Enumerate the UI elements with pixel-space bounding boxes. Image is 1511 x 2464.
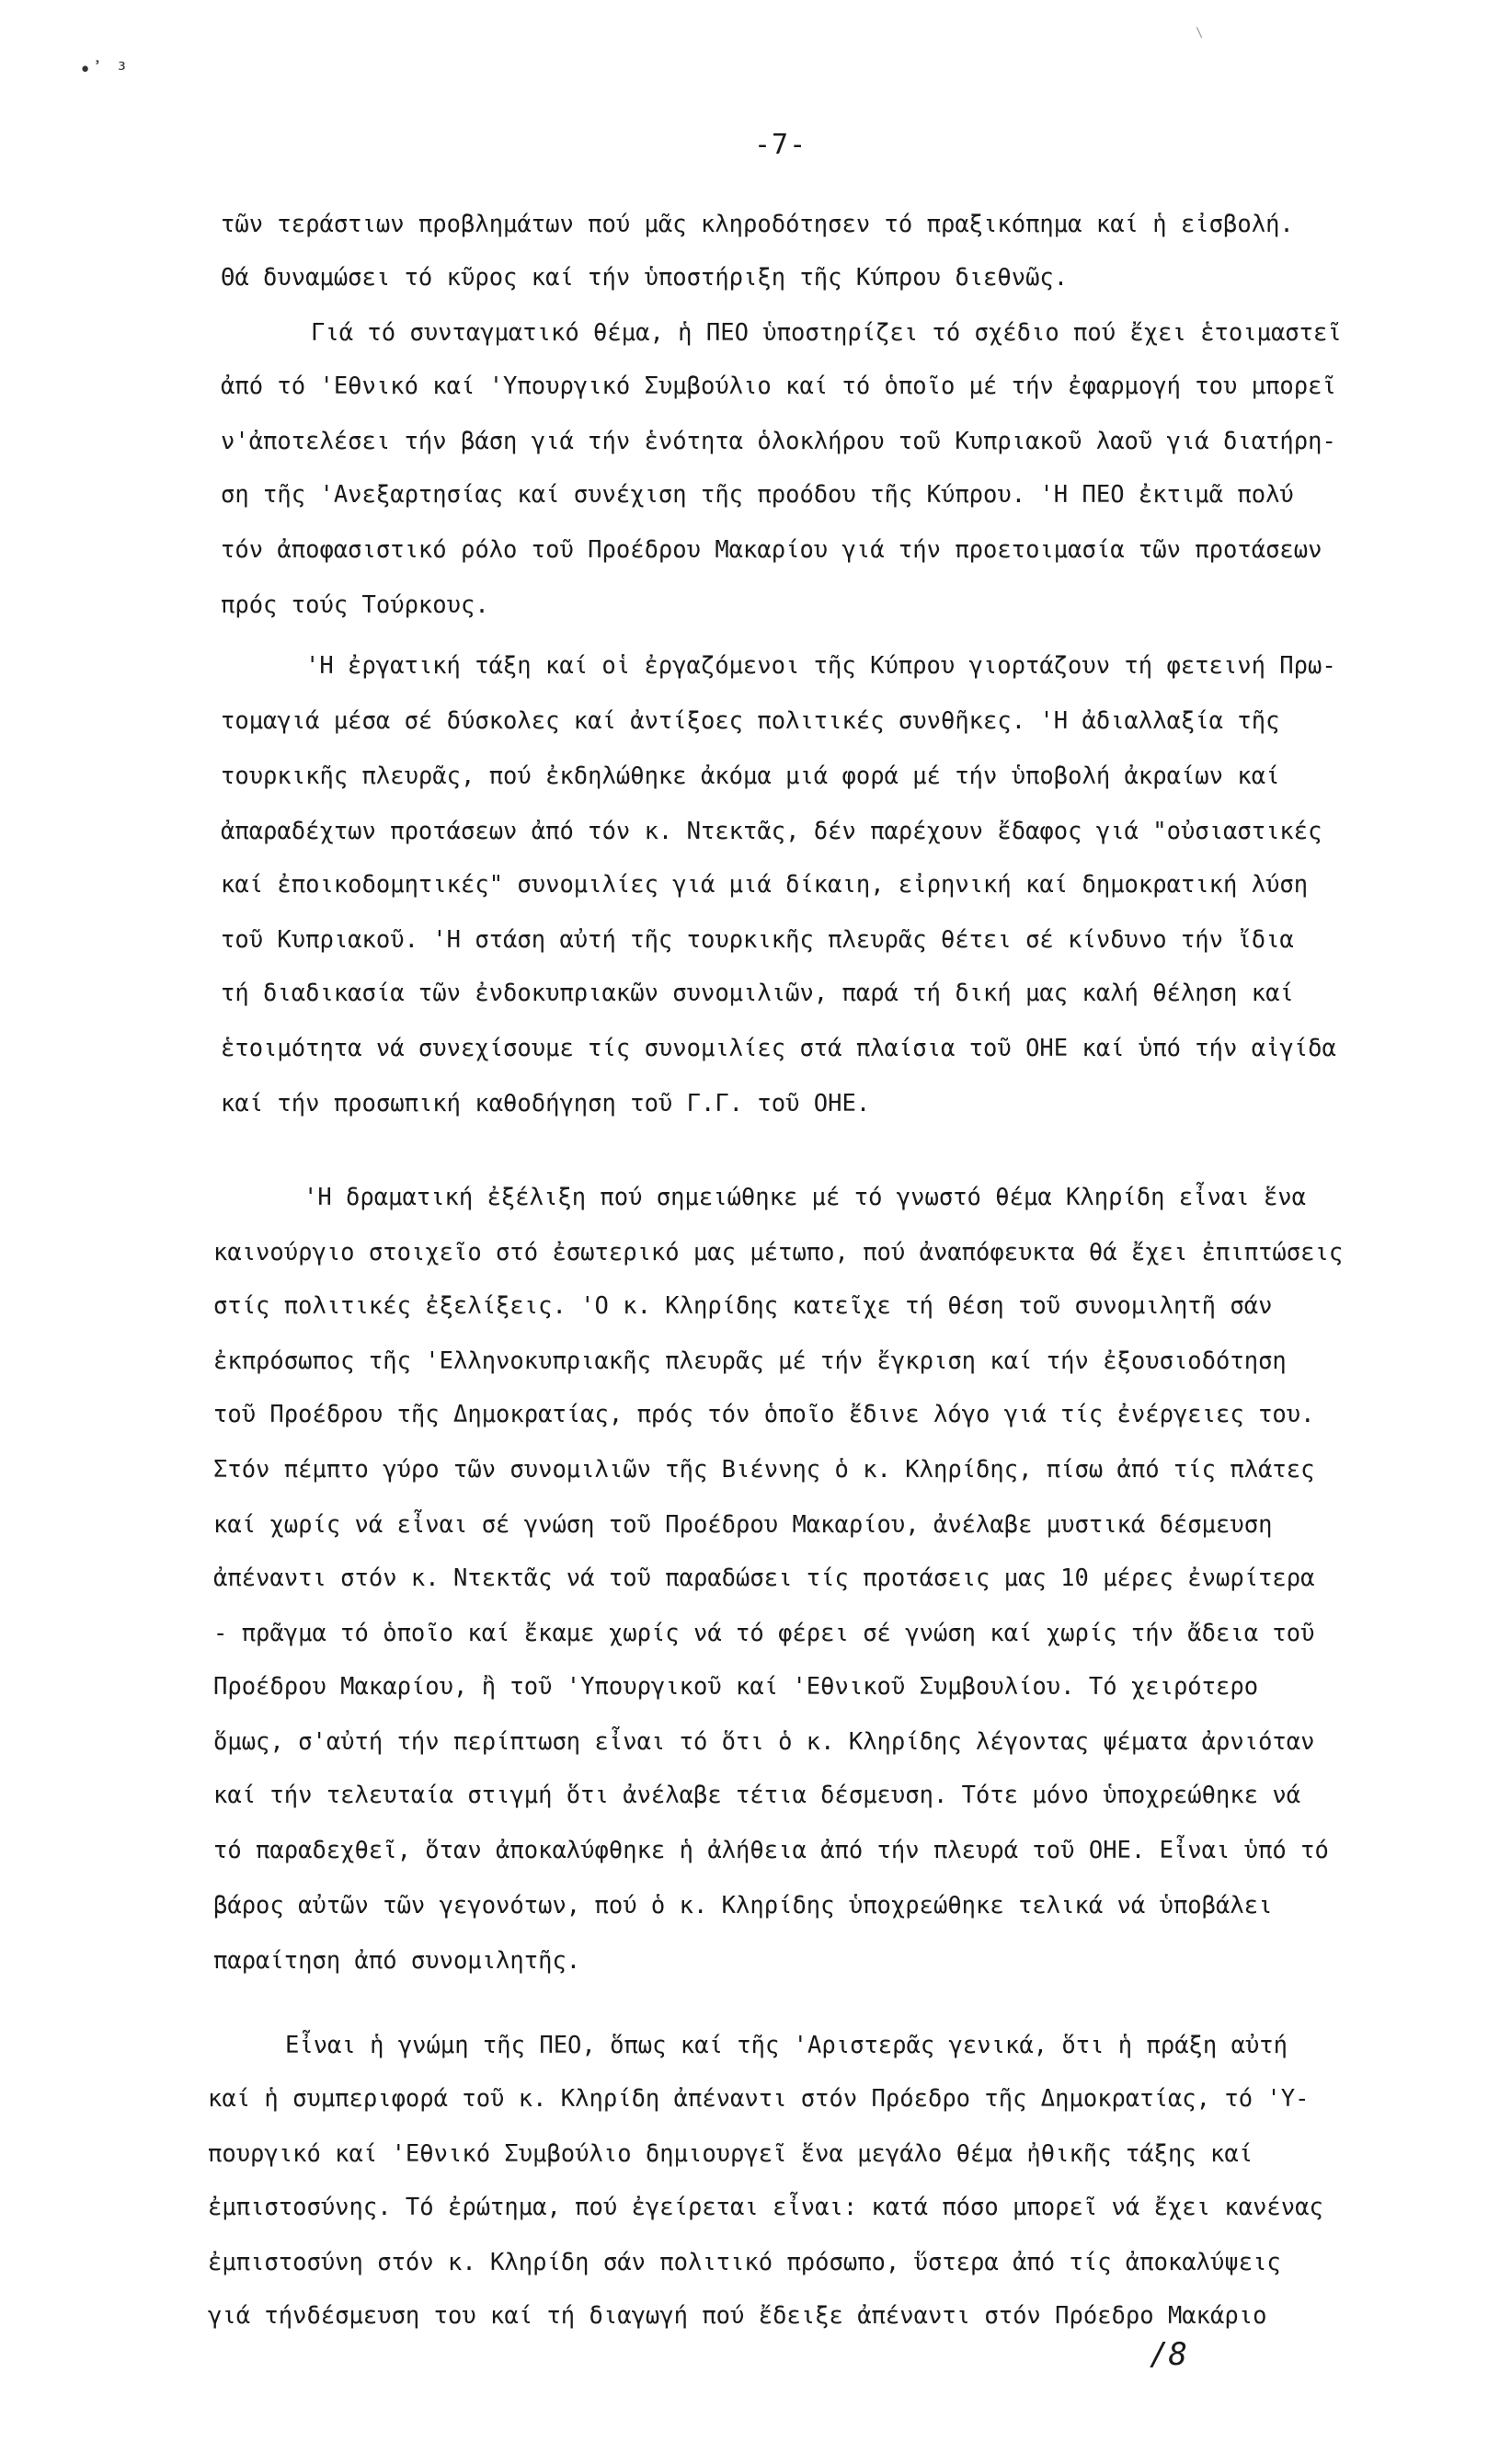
- text-line: καινούργιο στοιχεῖο στό ἐσωτερικό μας μέτωπο, πού ἀναπόφευκτα θά ἔχει ἐπιπτώσεις: [213, 1239, 1344, 1266]
- text-line: Γιά τό συνταγματικό θέμα, ἡ ΠΕΟ ὑποστηρίζει τό σχέδιο πού ἔχει ἑτοιμαστεῖ: [311, 319, 1342, 347]
- text-line: ἀπαραδέχτων προτάσεων ἀπό τόν κ. Ντεκτᾶς, δέν παρέχουν ἔδαφος γιά "οὐσιαστικές: [221, 818, 1322, 845]
- text-line: πρός τούς Τούρκους.: [221, 591, 489, 619]
- text-line: Θά δυναμώσει τό κῦρος καί τήν ὑποστήριξη τῆς Κύπρου διεθνῶς.: [221, 264, 1069, 292]
- text-line: Εἶναι ἡ γνώμη τῆς ΠΕΟ, ὅπως καί τῆς 'Αριστερᾶς γενικά, ὅτι ἡ πράξη αὐτή: [285, 2032, 1288, 2059]
- text-line: βάρος αὐτῶν τῶν γεγονότων, πού ὁ κ. Κληρίδης ὑποχρεώθηκε τελικά νά ὑποβάλει: [213, 1892, 1273, 1920]
- text-line: 'Η ἐργατική τάξη καί οἱ ἐργαζόμενοι τῆς Κύπρου γιορτάζουν τή φετεινή Πρω-: [305, 652, 1336, 680]
- text-line: τοῦ Κυπριακοῦ. 'Η στάση αὐτή τῆς τουρκικῆς πλευρᾶς θέτει σέ κίνδυνο τήν ἴδια: [221, 926, 1294, 954]
- speck-mark: \: [1196, 26, 1204, 40]
- text-line: γιά τήνδέσμευση του καί τή διαγωγή πού ἔδειξε ἀπέναντι στόν Πρόεδρο Μακάριο: [208, 2302, 1267, 2330]
- text-line: ἀπό τό 'Εθνικό καί 'Υπουργικό Συμβούλιο καί τό ὁποῖο μέ τήν ἐφαρμογή του μπορεῖ: [221, 372, 1336, 400]
- text-line: - πρᾶγμα τό ὁποῖο καί ἔκαμε χωρίς νά τό φέρει σέ γνώση καί χωρίς τήν ἄδεια τοῦ: [213, 1620, 1315, 1647]
- text-line: τόν ἀποφασιστικό ρόλο τοῦ Προέδρου Μακαρίου γιά τήν προετοιμασία τῶν προτάσεων: [221, 536, 1322, 564]
- text-line: τοῦ Προέδρου τῆς Δημοκρατίας, πρός τόν ὁποῖο ἔδινε λόγο γιά τίς ἐνέργειες του.: [213, 1401, 1315, 1428]
- text-line: ἀπέναντι στόν κ. Ντεκτᾶς νά τοῦ παραδώσει τίς προτάσεις μας 10 μέρες ἐνωρίτερα: [213, 1564, 1315, 1592]
- text-line: καί τήν τελευταία στιγμή ὅτι ἀνέλαβε τέτια δέσμευση. Τότε μόνο ὑποχρεώθηκε νά: [213, 1782, 1301, 1809]
- text-line: ἐκπρόσωπος τῆς 'Ελληνοκυπριακῆς πλευρᾶς μέ τήν ἔγκριση καί τήν ἐξουσιοδότηση: [213, 1347, 1287, 1375]
- text-line: τῶν τεράστιων προβλημάτων πού μᾶς κληροδότησεν τό πραξικόπημα καί ἡ εἰσβολή.: [221, 211, 1294, 238]
- text-line: πουργικό καί 'Εθνικό Συμβούλιο δημιουργεῖ ἕνα μεγάλο θέμα ἠθικῆς τάξης καί: [208, 2140, 1253, 2168]
- text-line: καί ἡ συμπεριφορά τοῦ κ. Κληρίδη ἀπέναντι στόν Πρόεδρο τῆς Δημοκρατίας, τό 'Υ-: [208, 2085, 1310, 2113]
- text-line: στίς πολιτικές ἐξελίξεις. 'Ο κ. Κληρίδης κατεῖχε τή θέση τοῦ συνομιλητῆ σάν: [213, 1292, 1273, 1320]
- text-line: καί ἐποικοδομητικές" συνομιλίες γιά μιά δίκαιη, εἰρηνική καί δημοκρατική λύση: [221, 871, 1309, 899]
- text-line: ἐμπιστοσύνη στόν κ. Κληρίδη σάν πολιτικό πρόσωπο, ὕστερα ἀπό τίς ἀποκαλύψεις: [208, 2249, 1281, 2276]
- text-line: τό παραδεχθεῖ, ὅταν ἀποκαλύφθηκε ἡ ἀλήθεια ἀπό τήν πλευρά τοῦ ΟΗΕ. Εἶναι ὑπό τό: [213, 1837, 1329, 1864]
- text-line: ση τῆς 'Ανεξαρτησίας καί συνέχιση τῆς προόδου τῆς Κύπρου. 'Η ΠΕΟ ἐκτιμᾶ πολύ: [221, 481, 1294, 509]
- text-line: ἑτοιμότητα νά συνεχίσουμε τίς συνομιλίες στά πλαίσια τοῦ ΟΗΕ καί ὑπό τήν αἰγίδα: [221, 1035, 1336, 1062]
- text-line: ν'ἀποτελέσει τήν βάση γιά τήν ἑνότητα ὁλοκλήρου τοῦ Κυπριακοῦ λαοῦ γιά διατήρη-: [221, 428, 1336, 455]
- text-line: Στόν πέμπτο γύρο τῶν συνομιλιῶν τῆς Βιέννης ὁ κ. Κληρίδης, πίσω ἀπό τίς πλάτες: [213, 1456, 1315, 1484]
- continuation-mark: /8: [1150, 2336, 1187, 2373]
- text-line: καί χωρίς νά εἶναι σέ γνώση τοῦ Προέδρου Μακαρίου, ἀνέλαβε μυστικά δέσμευση: [213, 1511, 1273, 1539]
- text-line: τομαγιά μέσα σέ δύσκολες καί ἀντίξοες πολιτικές συνθῆκες. 'Η ἀδιαλλαξία τῆς: [221, 707, 1280, 735]
- text-line: Προέδρου Μακαρίου, ἢ τοῦ 'Υπουργικοῦ καί 'Εθνικοῦ Συμβουλίου. Τό χειρότερο: [213, 1673, 1259, 1701]
- text-line: ἐμπιστοσύνης. Τό ἐρώτημα, πού ἐγείρεται εἶναι: κατά πόσο μπορεῖ νά ἔχει κανένας: [208, 2194, 1323, 2221]
- text-line: τή διαδικασία τῶν ἐνδοκυπριακῶν συνομιλιῶν, παρά τή δική μας καλή θέληση καί: [221, 980, 1294, 1007]
- text-line: 'Η δραματική ἐξέλιξη πού σημειώθηκε μέ τό γνωστό θέμα Κληρίδη εἶναι ἕνα: [303, 1184, 1307, 1211]
- text-line: τουρκικῆς πλευρᾶς, πού ἐκδηλώθηκε ἀκόμα μιά φορά μέ τήν ὑποβολή ἀκραίων καί: [221, 762, 1280, 790]
- corner-mark: •᾽ ³: [79, 59, 128, 82]
- text-line: ὅμως, σ'αὐτή τήν περίπτωση εἶναι τό ὅτι ὁ κ. Κληρίδης λέγοντας ψέματα ἀρνιόταν: [213, 1728, 1315, 1756]
- text-line: παραίτηση ἀπό συνομιλητῆς.: [213, 1947, 581, 1975]
- page-number: -7-: [754, 129, 807, 161]
- text-line: καί τήν προσωπική καθοδήγηση τοῦ Γ.Γ. τοῦ ΟΗΕ.: [221, 1090, 871, 1117]
